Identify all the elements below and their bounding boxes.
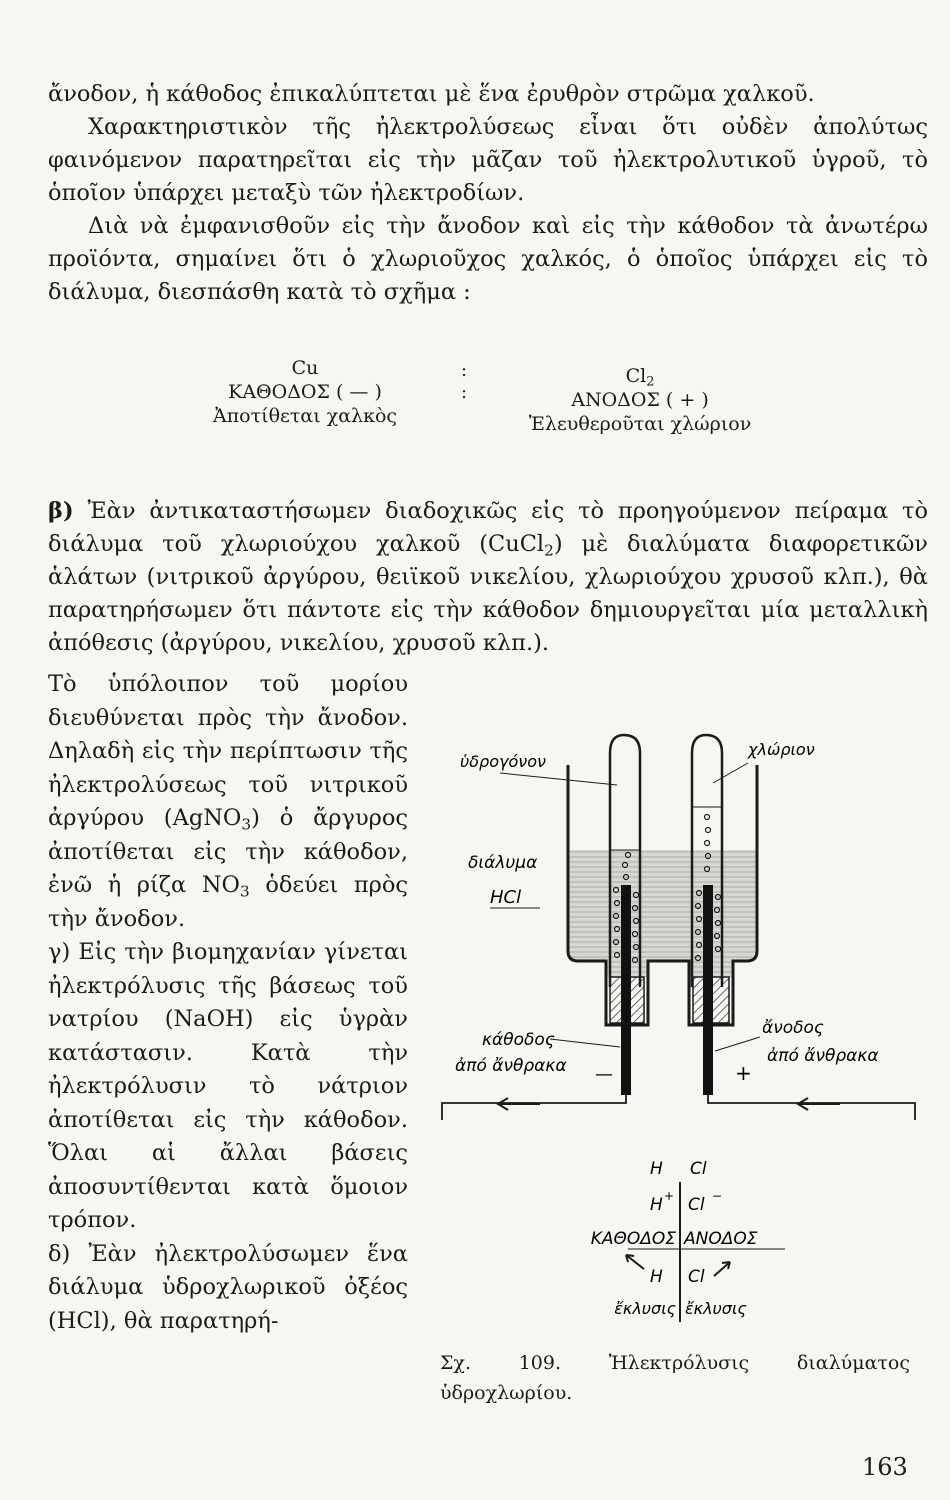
pointer-hydrogen	[500, 773, 617, 785]
scheme-anode-ion-subscript: 2	[646, 374, 655, 390]
ion-scheme-release-left: ἔκλυσις	[614, 1299, 676, 1318]
ion-scheme-arrow-right	[714, 1262, 730, 1276]
left-subscript-1: 3	[241, 815, 252, 834]
label-cathode-material: ἀπό ἄνθρακα	[455, 1056, 567, 1076]
ion-scheme-minus-sign: −	[712, 1189, 723, 1203]
anode-rod	[703, 885, 713, 1095]
wire-right	[708, 1095, 915, 1120]
plus-sign: +	[735, 1061, 752, 1085]
scheme-cathode-label: ΚΑΘΟΔΟΣ ( — )	[228, 381, 382, 403]
label-cathode: κάθοδος	[482, 1030, 555, 1050]
left-paragraph-1	[48, 668, 408, 936]
figure-caption: Σχ. 109. Ἠλεκτρόλυσις διαλύματος ὑδροχλωρίου.	[440, 1352, 910, 1404]
scheme-separator-2: :	[461, 382, 468, 403]
ion-scheme-anode: ΑΝΟΔΟΣ	[684, 1229, 758, 1249]
intro-paragraph-2: Χαρακτηριστικὸν τῆς ἠλεκτρολύσεως εἶναι ὅτι οὐδὲν ἀπολύτως φαινόμενον παρατηρεῖται εἰς τὴν μᾶζαν τοῦ ἠλεκτρολυτικοῦ ὑγροῦ, τὸ ὁποῖον ὑπάρχει μεταξὺ τῶν ἠλεκτροδίων.	[48, 114, 928, 206]
intro-text	[48, 78, 928, 309]
pointer-cathode	[550, 1039, 620, 1047]
section-beta-text-2: ) μὲ διαλύματα διαφορετικῶν ἁλάτων (νιτρικοῦ ἀργύρου, θειϊκοῦ νικελίου, χλωριούχου χρυσοῦ κλπ.), θὰ παρατηρήσωμεν ὅτι πάντοτε εἰς τὴν κάθοδον δημιουργεῖται μία μεταλλικὴ ἀπόθεσις (ἀργύρου, νικελίου, χρυσοῦ κλπ.).	[48, 531, 928, 656]
ion-scheme-cathode: ΚΑΘΟΔΟΣ	[590, 1229, 676, 1249]
ion-scheme-cl: Cl	[690, 1159, 707, 1179]
label-hcl: HCl	[490, 887, 522, 908]
pointer-anode	[715, 1037, 760, 1051]
minus-sign: —	[595, 1064, 613, 1085]
label-solution: διάλυμα	[468, 853, 538, 873]
ion-scheme-h: H	[650, 1159, 663, 1179]
intro-paragraph-3: Διὰ νὰ ἐμφανισθοῦν εἰς τὴν ἄνοδον καὶ εἰς τὴν κάθοδον τὰ ἀνωτέρω προϊόντα, σημαίνει ὅτι ὁ χλωριοῦχος χαλκός, ὁ ὁποῖος ὑπάρχει εἰς τὸ διάλυμα, διεσπάσθη κατὰ τὸ σχῆμα :	[48, 213, 928, 305]
cathode-rod	[621, 885, 631, 1095]
left-paragraph-1-b: ) ὁ ἄργυρος ἀποτίθεται εἰς τὴν κάθοδον, ἐνῶ ἡ ρίζα NO	[48, 805, 408, 898]
left-paragraph-1-c: ὁδεύει πρὸς τὴν ἄνοδον.	[48, 872, 409, 932]
ion-scheme-cl2: Cl	[688, 1267, 705, 1287]
scheme-anode-ion	[495, 364, 785, 388]
ion-scheme-hplus: H	[650, 1195, 663, 1215]
section-beta-marker: β)	[48, 498, 74, 524]
scheme-separator-1: :	[461, 360, 468, 381]
intro-line1: ἄνοδον, ἡ κάθοδος ἐπικαλύπτεται μὲ ἕνα ἐρυθρὸν στρῶμα χαλκοῦ.	[48, 81, 815, 107]
left-paragraph-delta: δ) Ἐὰν ἠλεκτρολύσωμεν ἕνα διάλυμα ὑδροχλωρικοῦ ὀξέος (HCl), θὰ παρατηρή-	[48, 1240, 408, 1334]
ion-scheme-h2: H	[650, 1267, 663, 1287]
label-hydrogen: ὑδρογόνον	[460, 752, 546, 771]
hcl-solution	[568, 850, 757, 977]
left-paragraph-gamma: γ) Εἰς τὴν βιομηχανίαν γίνεται ἠλεκτρόλυσις τῆς βάσεως τοῦ νατρίου (NaOH) εἰς ὑγρὰν κατάστασιν. Κατὰ τὴν ἠλεκτρόλυσιν τὸ νάτριον ἀποτίθεται εἰς τὴν κάθοδον. Ὅλαι αἱ ἄλλαι βάσεις ἀποσυντίθενται κατὰ ὅμοιον τρόπον.	[48, 939, 408, 1233]
page-number: 163	[862, 1453, 908, 1481]
ion-scheme-plus-sign: +	[664, 1189, 675, 1203]
ion-scheme-release-right: ἔκλυσις	[685, 1299, 747, 1318]
section-beta-subscript: 2	[544, 541, 554, 560]
ion-scheme-clminus: Cl	[688, 1195, 705, 1215]
label-anode: ἄνοδος	[762, 1018, 824, 1038]
electrolysis-apparatus-figure	[430, 725, 930, 1120]
scheme-anode-note: Ἐλευθεροῦται χλώριον	[528, 413, 752, 435]
current-arrow-left	[498, 1098, 540, 1110]
pointer-chlorine	[713, 763, 748, 783]
label-chlorine: χλώριον	[748, 740, 815, 759]
current-arrow-right	[798, 1098, 840, 1110]
section-beta-paragraph	[48, 495, 928, 660]
scheme-cathode-side	[170, 356, 440, 428]
scheme-anode-ion-symbol: Cl	[625, 365, 647, 387]
wire-left	[442, 1095, 626, 1120]
section-beta-text-1: Ἐὰν ἀντικαταστήσωμεν διαδοχικῶς εἰς τὸ προηγούμενον πείραμα τὸ διάλυμα τοῦ χλωριούχου χαλκοῦ (CuCl	[48, 498, 928, 557]
section-beta	[48, 495, 928, 660]
label-anode-material: ἀπό ἄνθρακα	[767, 1046, 879, 1066]
scheme-cathode-note: Ἀποτίθεται χαλκὸς	[212, 405, 398, 427]
left-subscript-2: 3	[239, 882, 250, 901]
scheme-anode-label: ΑΝΟΔΟΣ ( + )	[571, 389, 709, 411]
ion-scheme	[560, 1152, 800, 1327]
ion-scheme-arrow-left	[626, 1255, 644, 1269]
left-paragraph-1-a: Τὸ ὑπόλοιπον τοῦ μορίου διευθύνεται πρὸς τὴν ἄνοδον. Δηλαδὴ εἰς τὴν περίπτωσιν τῆς ἠλεκτρολύσεως τοῦ νιτρικοῦ ἀργύρου (AgNO	[48, 671, 408, 831]
scheme-anode-side	[495, 364, 785, 436]
left-column-text	[48, 668, 408, 1338]
scheme-cathode-ion: Cu	[291, 357, 319, 379]
